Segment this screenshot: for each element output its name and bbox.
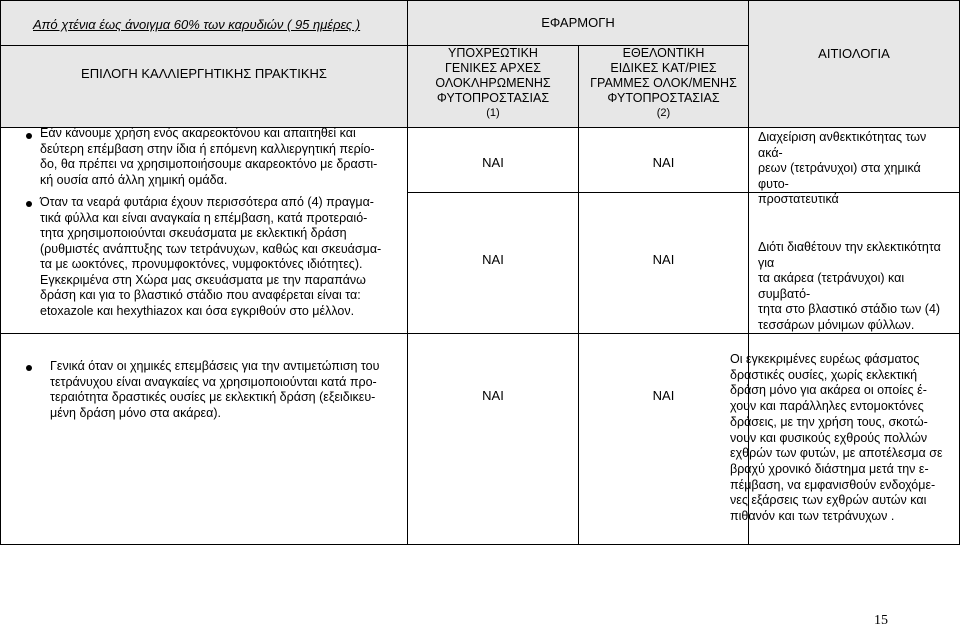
optional-value-row-2: ΝΑΙ — [652, 252, 675, 267]
justification-text-row-3 — [730, 352, 956, 525]
justification-text-row-1 — [758, 130, 954, 208]
text-line: βραχύ χρονικό διάστημα μετά την ε- — [730, 461, 929, 476]
text-line: δράσεις, με την χρήση τους, σκοτώ- — [730, 414, 928, 429]
text-line: δράση και για το βλαστικό στάδιο που αναφέρεται είναι τα: — [40, 288, 361, 302]
practice-text-row-2 — [40, 195, 404, 319]
text-line: πιθανόν και των τετράνυχων . — [730, 509, 895, 524]
application-header: ΕΦΑΡΜΟΓΗ — [541, 15, 615, 30]
text-line: δο, θα πρέπει να χρησιμοποιήσουμε ακαρεοκτόνο με δραστι- — [40, 157, 378, 171]
mandatory-header — [407, 46, 579, 121]
justification-header-cell — [748, 0, 960, 128]
text-line: (ρυθμιστές ανάπτυξης των τετράνυχων, καθώς και σκευάσμα- — [40, 241, 382, 256]
text-line: χουν και παράλληλες εντομοκτόνες — [730, 399, 924, 414]
practice-header-cell — [0, 45, 408, 128]
text-line: δράση μόνο για ακάρεα οι οποίες έ- — [730, 383, 927, 398]
optional-cell-row-3 — [578, 333, 749, 545]
text-line: τητα στο βλαστικό στάδιο των (4) — [758, 302, 941, 316]
optional-header-line: ΕΙΔΙΚΕΣ ΚΑΤ/ΡΙΕΣ — [610, 61, 717, 75]
optional-header-line: ΕΘΕΛΟΝΤΙΚΗ — [622, 46, 705, 60]
mandatory-value-row-2: ΝΑΙ — [482, 252, 504, 267]
mandatory-header-line: (1) — [486, 107, 500, 119]
mandatory-header-line: ΓΕΝΙΚΕΣ ΑΡΧΕΣ — [445, 61, 541, 75]
text-line: Όταν τα νεαρά φυτάρια έχουν περισσότερα από (4) πραγμα- — [40, 195, 374, 209]
text-line: προστατευτικά — [758, 192, 839, 206]
text-line: μένη δράση μόνο στα ακάρεα). — [50, 405, 221, 420]
optional-header-line: ΦΥΤΟΠΡΟΣΤΑΣΙΑΣ — [607, 91, 720, 105]
practice-text-row-3 — [50, 359, 402, 421]
text-line: ρεων (τετράνυχοι) στα χημικά φυτο- — [758, 161, 921, 191]
text-line: εχθρών των φυτών, με αποτέλεσμα σε — [730, 446, 943, 461]
text-line: etoxazole και hexythiazox και όσα εγκριθούν στο μέλλον. — [40, 303, 355, 318]
text-line: δραστικές ουσίες, χωρίς εκλεκτική — [730, 367, 918, 382]
optional-value-row-1: ΝΑΙ — [652, 155, 675, 170]
text-line: Εάν κάνουμε χρήση ενός ακαρεοκτόνου και απαιτηθεί και — [40, 126, 356, 140]
text-line: τα ακάρεα (τετράνυχοι) και συμβατό- — [758, 271, 905, 301]
practice-header: ΕΠΙΛΟΓΗ ΚΑΛΛΙΕΡΓΗΤΙΚΗΣ ΠΡΑΚΤΙΚΗΣ — [81, 66, 327, 81]
text-line: Εγκεκριμένα στη Χώρα μας σκευάσματα με την παραπάνω — [40, 272, 366, 287]
mandatory-header-line: ΦΥΤΟΠΡΟΣΤΑΣΙΑΣ — [436, 91, 550, 105]
justification-text-row-2 — [758, 240, 954, 333]
bullet-icon — [26, 365, 32, 371]
text-line: νες εξάρσεις των εχθρών αυτών και — [730, 493, 927, 508]
optional-value-row-3: ΝΑΙ — [652, 388, 675, 403]
text-line: νουν και φυσικούς εχθρούς πολλών — [730, 430, 928, 445]
mandatory-header-line: ΥΠΟΧΡΕΩΤΙΚΗ — [448, 46, 538, 60]
text-line: δεύτερη επέμβαση στην ίδια ή επόμενη καλλιεργητική περίο- — [40, 141, 375, 156]
page-title: Από χτένια έως άνοιγμα 60% των καρυδιών ( 95 ημέρες ) — [33, 17, 361, 32]
optional-header-line: (2) — [656, 107, 671, 119]
text-line: τα με ωοκτόνες, προνυμφοκτόνες, νυμφοκτόνες ιδιότητες). — [40, 257, 363, 271]
bullet-icon — [26, 201, 32, 207]
text-line: τετράνυχου είναι αναγκαίες να χρησιμοποιούνται κατά προ- — [50, 374, 377, 389]
optional-header — [578, 46, 749, 121]
mandatory-header-line: ΟΛΟΚΛΗΡΩΜΕΝΗΣ — [435, 76, 551, 90]
text-line: τικά φύλλα και είναι αναγκαία η επέμβαση, κατά προτεραιό- — [40, 210, 368, 225]
text-line: τεσσάρων μόνιμων φύλλων. — [758, 317, 915, 332]
mandatory-value-row-1: ΝΑΙ — [482, 155, 504, 170]
text-line: τεραιότητα δραστικές ουσίες με εκλεκτική δράση (εξειδικευ- — [50, 390, 376, 404]
text-line: πέμβαση, να εμφανισθούν ενδοχόμε- — [730, 477, 936, 492]
text-line: κή ουσία από άλλη χημική ομάδα. — [40, 172, 228, 187]
text-line: Διαχείριση ανθεκτικότητας των ακά- — [758, 130, 927, 160]
optional-header-line: ΓΡΑΜΜΕΣ ΟΛΟΚ/ΜΕΝΗΣ — [590, 76, 737, 90]
mandatory-cell-row-3 — [407, 333, 579, 545]
text-line: Διότι διαθέτουν την εκλεκτικότητα για — [758, 240, 941, 270]
mandatory-value-row-3: ΝΑΙ — [482, 388, 504, 403]
page-number: 15 — [874, 613, 888, 628]
bullet-icon — [26, 133, 32, 139]
text-line: Οι εγκεκριμένες ευρέως φάσματος — [730, 352, 920, 366]
practice-text-row-1 — [40, 126, 398, 188]
text-line: τητα χρησιμοποιούνται σκευάσματα με εκλεκτική δράση — [40, 226, 347, 240]
justification-header: ΑΙΤΙΟΛΟΓΙΑ — [818, 46, 890, 61]
text-line: Γενικά όταν οι χημικές επεμβάσεις για την αντιμετώπιση του — [50, 359, 380, 373]
